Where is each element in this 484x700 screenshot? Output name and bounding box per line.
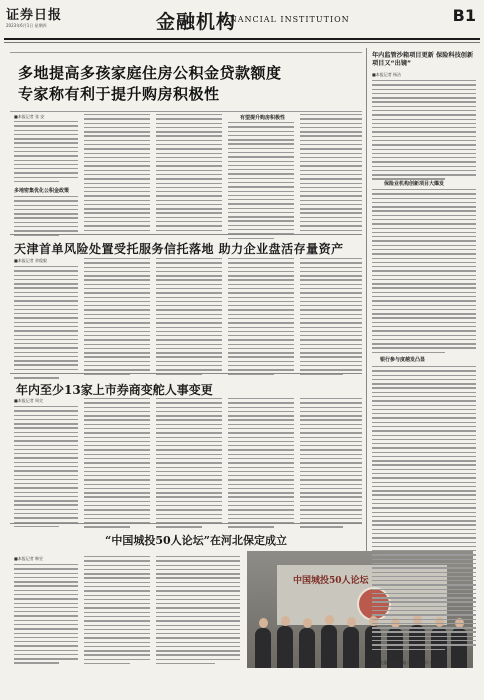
article2-body-col5 bbox=[300, 258, 362, 378]
page-number: B1 bbox=[452, 6, 476, 25]
article4-body-col3 bbox=[156, 556, 240, 667]
article2-author: ■本报记者 余俊毅 bbox=[14, 258, 48, 263]
article3-body-col1 bbox=[14, 406, 78, 530]
lead-headline: 多地提高多孩家庭住房公积金贷款额度 bbox=[18, 64, 282, 82]
article4-title: “中国城投50人论坛”在河北保定成立 bbox=[105, 534, 287, 547]
article2-title: 天津首单风险处置受托服务信托落地 助力企业盘活存量资产 bbox=[14, 242, 344, 256]
article3-author: ■本报记者 周尖 bbox=[14, 398, 44, 403]
page-footer-credits: 本版主编 袁元 责 编 白宝玉 制 作 闫 亮 bbox=[372, 660, 439, 665]
lead-body-col2 bbox=[84, 114, 150, 238]
article3-body-col2 bbox=[84, 398, 150, 531]
sidebar-body-1 bbox=[372, 80, 476, 183]
masthead bbox=[4, 4, 480, 42]
article3-body-col5 bbox=[300, 398, 362, 531]
article2-body-col1 bbox=[14, 266, 78, 382]
sidebar-title-1: 年内监管沙箱项目更新 保险科技创新项目又“出镜” bbox=[372, 52, 474, 67]
sidebar-body-3 bbox=[372, 366, 476, 653]
article4-author: ■本报记者 韩昱 bbox=[14, 556, 44, 561]
header-rule-thin bbox=[4, 42, 480, 43]
lead-subhead-2: 有望提升购房积极性 bbox=[240, 115, 286, 121]
article3-body-col3 bbox=[156, 398, 222, 531]
lead-body-col1 bbox=[14, 121, 78, 185]
lead-author: ■本报记者 张 安 bbox=[14, 114, 45, 119]
newspaper-logo: 证券日报 bbox=[6, 8, 63, 23]
sidebar-subhead-2: 银行参与度越发凸显 bbox=[380, 357, 426, 363]
article3-body-col4 bbox=[228, 398, 294, 531]
article-divider-3 bbox=[10, 523, 362, 524]
article-divider-2 bbox=[10, 373, 362, 374]
article4-body-col2 bbox=[84, 556, 150, 667]
lead-subhead-1: 多地密集优化公积金政策 bbox=[14, 188, 70, 194]
article2-body-col4 bbox=[228, 258, 294, 378]
lead-body-col5 bbox=[300, 114, 362, 238]
section-title-en: FINANCIAL INSTITUTION bbox=[219, 15, 350, 24]
article3-title: 年内至少13家上市券商变舵人事变更 bbox=[16, 383, 213, 397]
photo-banner-text: 中国城投50人论坛 bbox=[293, 576, 369, 586]
issue-date: 2023年6月1日 星期四 bbox=[6, 23, 47, 28]
article2-body-col2 bbox=[84, 258, 150, 378]
lead-body-col4 bbox=[228, 122, 294, 242]
header-rule bbox=[4, 38, 480, 40]
article4-body-col1 bbox=[14, 564, 78, 667]
lead-subheadline: 专家称有利于提升购房积极性 bbox=[18, 85, 220, 103]
article2-body-col3 bbox=[156, 258, 222, 378]
sidebar-body-2 bbox=[372, 189, 476, 356]
section-title: 金融机构 bbox=[156, 11, 237, 33]
sidebar-author-1: ■本报记者 杨洁 bbox=[372, 72, 402, 77]
article-divider bbox=[10, 234, 362, 235]
sidebar-subhead-1: 保险业机构创新项目大爆发 bbox=[384, 181, 445, 187]
lead-body-col1b bbox=[14, 196, 78, 239]
lead-body-col3 bbox=[156, 114, 222, 238]
